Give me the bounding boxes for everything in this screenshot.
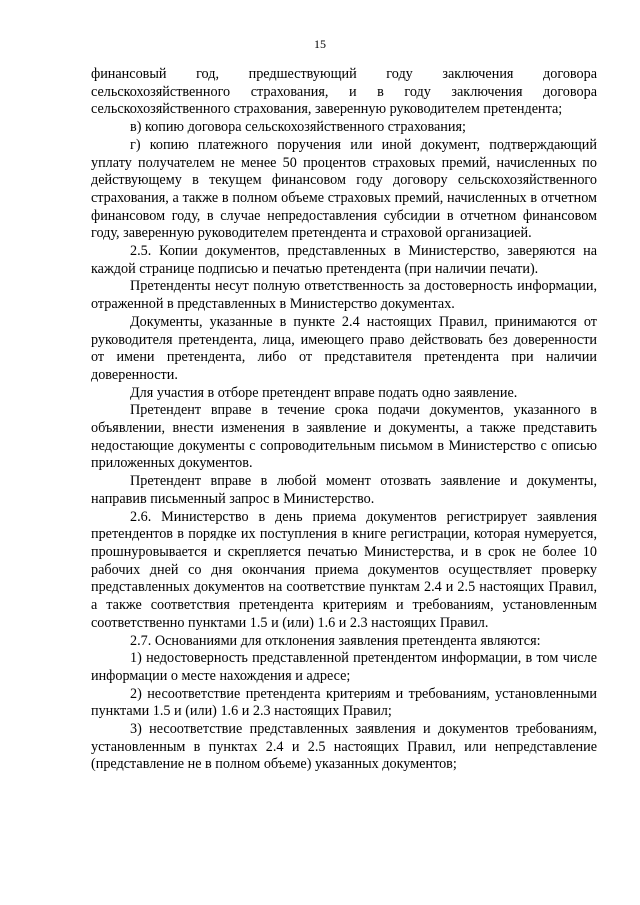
paragraph: 2.7. Основаниями для отклонения заявления претендента являются: [130, 632, 541, 649]
page-number: 15 [314, 37, 326, 51]
paragraph: Претенденты несут полную ответственность за достоверность информации, отраженной в представленных в Министерство документах. [91, 278, 597, 313]
paragraph: 2.6. Министерство в день приема документов регистрирует заявления претендентов в порядке их поступления в книге регистрации, которая нумеруется, прошнуровывается и скрепляется печатью Министерства, и в срок не более 10 рабочих дней со дня окончания приема документов осуществляет проверку представленных документов на соответствие пунктам 2.4 и 2.5 настоящих Правил, а также соответствия претендента критериям и требованиям, установленным соответственно пунктами 1.5 и (или) 1.6 и 2.3 настоящих Правил. [91, 508, 597, 631]
document-body [91, 66, 597, 774]
paragraph: Претендент вправе в течение срока подачи документов, указанного в объявлении, внести изменения в заявление и документы, а также представить недостающие документы с сопроводительным письмом в Министерство с описью приложенных документов. [91, 402, 597, 472]
paragraph: Для участия в отборе претендент вправе подать одно заявление. [130, 384, 518, 401]
paragraph: финансовый год, предшествующий году заключения договора сельскохозяйственного страхования, и в году заключения договора сельскохозяйственного страхования, заверенную руководителем претендента; [91, 66, 597, 118]
paragraph: Документы, указанные в пункте 2.4 настоящих Правил, принимаются от руководителя претендента, лица, имеющего право действовать без доверенности от имени претендента, либо от представителя претендента при наличии доверенности. [91, 313, 597, 383]
paragraph: Претендент вправе в любой момент отозвать заявление и документы, направив письменный запрос в Министерство. [91, 473, 597, 507]
paragraph: 2) несоответствие претендента критериям и требованиям, установленными пунктами 1.5 и (или) 1.6 и 2.3 настоящих Правил; [91, 685, 597, 720]
paragraph: г) копию платежного поручения или иной документ, подтверждающий уплату получателем не менее 50 процентов страховых премий, начисленных по действующему в текущем финансовом году договору сельскохозяйственного страхования, а также в полном объеме страховых премий, начисленных в отчетном финансовом году, в случае непредоставления субсидии в отчетном финансовом году, заверенную руководителем претендента и страховой организацией. [91, 136, 597, 242]
paragraph: 3) несоответствие представленных заявления и документов требованиям, установленным в пунктах 2.4 и 2.5 настоящих Правил, или непредставление (представление не в полном объеме) указанных документов; [91, 721, 597, 773]
paragraph: 1) недостоверность представленной претендентом информации, в том числе информации о месте нахождения и адресе; [91, 650, 597, 684]
paragraph: в) копию договора сельскохозяйственного страхования; [130, 119, 466, 136]
paragraph: 2.5. Копии документов, представленных в Министерство, заверяются на каждой странице подписью и печатью претендента (при наличии печати). [91, 243, 597, 277]
